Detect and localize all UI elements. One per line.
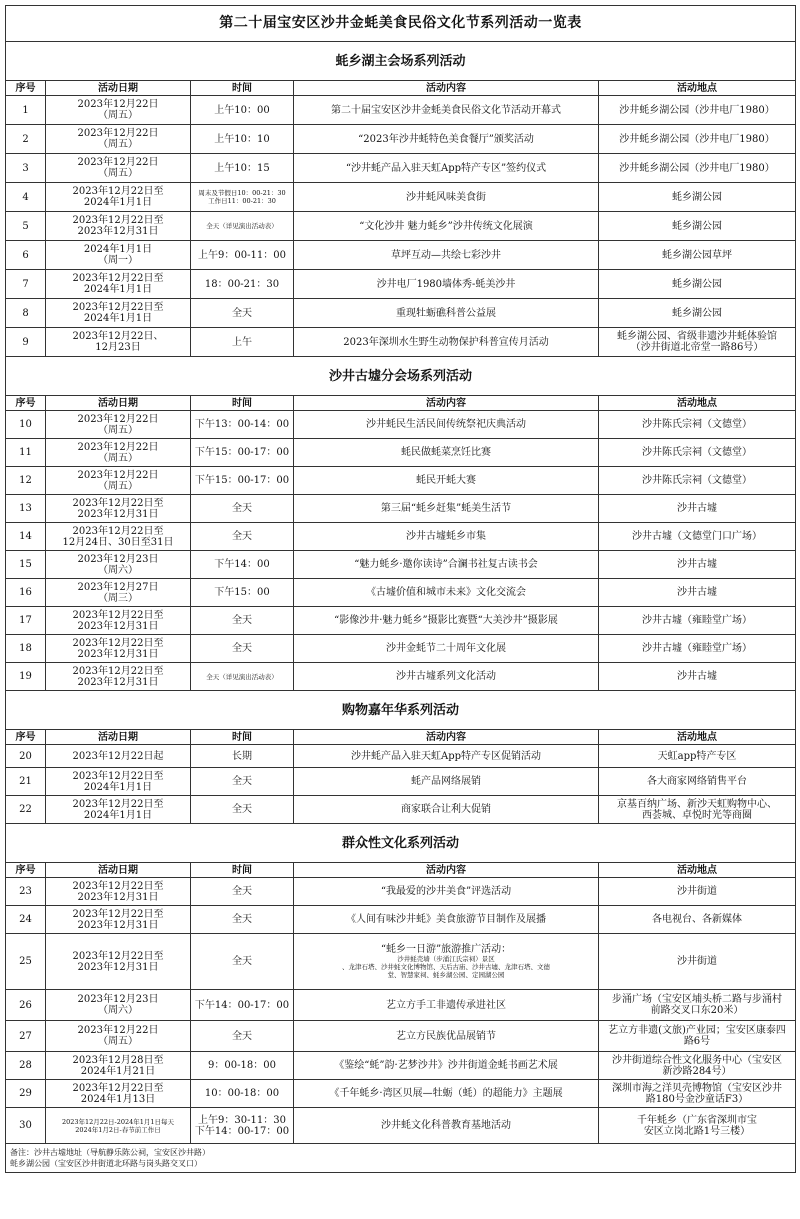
cell-place: 沙井陈氏宗祠（文德堂）: [599, 467, 796, 495]
cell-no: 14: [6, 523, 46, 551]
table-row: [6, 241, 796, 270]
cell-place: 沙井蚝乡湖公园（沙井电厂1980）: [599, 96, 796, 125]
col-date: 活动日期: [46, 81, 191, 96]
cell-content: 《鉴绘“蚝”韵·艺梦沙井》沙井街道金蚝书画艺术展: [294, 1052, 599, 1080]
table-row: [6, 906, 796, 934]
cell-place: 步涌广场（宝安区埔头桥二路与步涌村 前路交叉口东20米）: [599, 990, 796, 1021]
cell-date: 2023年12月22日 （周五）: [46, 125, 191, 154]
table-row: [6, 579, 796, 607]
cell-content: 商家联合让利大促销: [294, 796, 599, 824]
table-row: [6, 551, 796, 579]
cell-place: 沙井古墟: [599, 579, 796, 607]
cell-content: 蚝产品网络展销: [294, 768, 599, 796]
column-header-row: [6, 396, 796, 411]
cell-no: 12: [6, 467, 46, 495]
cell-no: 16: [6, 579, 46, 607]
table-row: [6, 299, 796, 328]
cell-time: 下午14：00-17：00: [191, 990, 294, 1021]
col-content: 活动内容: [294, 81, 599, 96]
cell-content: 沙井蚝文化科普教育基地活动: [294, 1108, 599, 1144]
col-content: 活动内容: [294, 863, 599, 878]
cell-no: 21: [6, 768, 46, 796]
cell-place: 沙井街道: [599, 934, 796, 990]
cell-content: 蚝民开蚝大赛: [294, 467, 599, 495]
cell-no: 7: [6, 270, 46, 299]
cell-date: 2023年12月22日 （周五）: [46, 1021, 191, 1052]
cell-time: 下午15：00: [191, 579, 294, 607]
col-place: 活动地点: [599, 396, 796, 411]
col-date: 活动日期: [46, 730, 191, 745]
cell-content: “我最爱的沙井美食”评选活动: [294, 878, 599, 906]
table-row: [6, 796, 796, 824]
cell-time: 全天: [191, 1021, 294, 1052]
cell-place: 沙井古墟: [599, 663, 796, 691]
col-place: 活动地点: [599, 81, 796, 96]
cell-content: “沙井蚝产品入驻天虹App特产专区”签约仪式: [294, 154, 599, 183]
cell-place: 沙井陈氏宗祠（文德堂）: [599, 439, 796, 467]
cell-time: 9：00-18：00: [191, 1052, 294, 1080]
col-date: 活动日期: [46, 863, 191, 878]
cell-date: 2023年12月22日至 2024年1月13日: [46, 1080, 191, 1108]
cell-content: 《人间有味沙井蚝》美食旅游节目制作及展播: [294, 906, 599, 934]
column-header-row: [6, 863, 796, 878]
table-row: [6, 745, 796, 768]
cell-content: “2023年沙井蚝特色美食餐厅”颁奖活动: [294, 125, 599, 154]
cell-content: “文化沙井 魅力蚝乡”沙井传统文化展演: [294, 212, 599, 241]
table-row: [6, 154, 796, 183]
col-content: 活动内容: [294, 396, 599, 411]
cell-no: 2: [6, 125, 46, 154]
table-row: [6, 934, 796, 990]
cell-content: “魅力蚝乡·邀你读诗”合澜书社复古读书会: [294, 551, 599, 579]
cell-time: 上午9：30-11：30 下午14：00-17：00: [191, 1108, 294, 1144]
table-row: [6, 990, 796, 1021]
cell-time: 18：00-21：30: [191, 270, 294, 299]
table-row: [6, 411, 796, 439]
cell-content: 蚝民做蚝菜烹饪比赛: [294, 439, 599, 467]
cell-date: 2023年12月23日 （周六）: [46, 551, 191, 579]
cell-date: 2023年12月22日至 2023年12月31日: [46, 495, 191, 523]
cell-date: 2023年12月22日 （周五）: [46, 467, 191, 495]
col-no: 序号: [6, 863, 46, 878]
table-row: [6, 1108, 796, 1144]
col-time: 时间: [191, 863, 294, 878]
cell-date: 2023年12月22日至 2024年1月1日: [46, 796, 191, 824]
cell-time: 全天: [191, 906, 294, 934]
col-no: 序号: [6, 730, 46, 745]
cell-date: 2023年12月27日 （周三）: [46, 579, 191, 607]
cell-date: 2023年12月22日 （周五）: [46, 439, 191, 467]
cell-no: 30: [6, 1108, 46, 1144]
cell-content: [294, 934, 599, 990]
col-place: 活动地点: [599, 863, 796, 878]
cell-date: 2023年12月22日-2024年1月1日每天 2024年1月2日-春节前工作日: [46, 1108, 191, 1144]
cell-place: 各电视台、各新媒体: [599, 906, 796, 934]
cell-date: 2023年12月22日至 2024年1月1日: [46, 183, 191, 212]
cell-place: 蚝乡湖公园、省级非遗沙井蚝体验馆 （沙井街道北帝堂一路86号）: [599, 328, 796, 357]
cell-date: 2023年12月22日 （周五）: [46, 411, 191, 439]
section-title: 购物嘉年华系列活动: [6, 691, 796, 730]
content-sub-text: 沙井蚝壳墙（步涌江氏宗祠）景区 、龙津石塔、沙井蚝文化博物馆、天后古庙、沙井古墟、龙津石塔、文德 堂、智慧家祠、蚝乡湖公园、定园湖公园: [342, 955, 550, 979]
cell-place: 沙井街道: [599, 878, 796, 906]
cell-place: 沙井古墟（雍睦堂广场）: [599, 635, 796, 663]
cell-content: 草坪互动—共绘七彩沙井: [294, 241, 599, 270]
table-row: [6, 495, 796, 523]
cell-place: 艺立方非遗(文旅)产业园；宝安区康泰四 路6号: [599, 1021, 796, 1052]
cell-no: 4: [6, 183, 46, 212]
cell-place: 蚝乡湖公园: [599, 183, 796, 212]
col-time: 时间: [191, 396, 294, 411]
cell-time: 全天（详见演出活动表）: [191, 212, 294, 241]
cell-time: 全天: [191, 878, 294, 906]
cell-place: 蚝乡湖公园: [599, 270, 796, 299]
cell-time: 全天: [191, 607, 294, 635]
cell-no: 17: [6, 607, 46, 635]
cell-no: 13: [6, 495, 46, 523]
section-title: 沙井古墟分会场系列活动: [6, 357, 796, 396]
cell-date: 2023年12月22日至 2024年1月1日: [46, 768, 191, 796]
cell-time: 全天: [191, 934, 294, 990]
col-no: 序号: [6, 81, 46, 96]
cell-no: 15: [6, 551, 46, 579]
table-row: [6, 1052, 796, 1080]
cell-date: 2023年12月22日至 12月24日、30日至31日: [46, 523, 191, 551]
cell-date: 2023年12月22日至 2024年1月1日: [46, 299, 191, 328]
cell-no: 24: [6, 906, 46, 934]
cell-place: 千年蚝乡（广东省深圳市宝 安区立岗北路1号三楼）: [599, 1108, 796, 1144]
cell-place: 沙井街道综合性文化服务中心（宝安区 新沙路284号）: [599, 1052, 796, 1080]
cell-time: 全天: [191, 796, 294, 824]
cell-time: 周末及节假日10：00-21：30 工作日11：00-21：30: [191, 183, 294, 212]
cell-content: 艺立方手工非遗传承进社区: [294, 990, 599, 1021]
cell-date: 2023年12月22日至 2023年12月31日: [46, 934, 191, 990]
cell-time: 下午14：00: [191, 551, 294, 579]
table-row: [6, 125, 796, 154]
cell-place: 沙井古墟: [599, 495, 796, 523]
table-title: 第二十届宝安区沙井金蚝美食民俗文化节系列活动一览表: [6, 6, 796, 42]
table-row: [6, 328, 796, 357]
cell-time: 全天（详见演出活动表）: [191, 663, 294, 691]
cell-content: 重现牡蛎礁科普公益展: [294, 299, 599, 328]
cell-no: 25: [6, 934, 46, 990]
cell-date: 2023年12月23日 （周六）: [46, 990, 191, 1021]
cell-time: 下午15：00-17：00: [191, 439, 294, 467]
cell-date: 2023年12月22日至 2023年12月31日: [46, 906, 191, 934]
cell-content: 第二十届宝安区沙井金蚝美食民俗文化节活动开幕式: [294, 96, 599, 125]
cell-place: 蚝乡湖公园: [599, 299, 796, 328]
table-row: [6, 96, 796, 125]
cell-place: 深圳市海之洋贝壳博物馆（宝安区沙井 路180号金沙童话F3）: [599, 1080, 796, 1108]
cell-time: 上午10：10: [191, 125, 294, 154]
col-time: 时间: [191, 81, 294, 96]
cell-place: 沙井陈氏宗祠（文德堂）: [599, 411, 796, 439]
table-row: [6, 183, 796, 212]
cell-place: 沙井古墟: [599, 551, 796, 579]
table-row: [6, 768, 796, 796]
cell-content: 沙井蚝民生活民间传统祭祀庆典活动: [294, 411, 599, 439]
cell-no: 1: [6, 96, 46, 125]
table-row: [6, 1080, 796, 1108]
cell-content: 《千年蚝乡·湾区贝展—牡蛎（蚝）的超能力》主题展: [294, 1080, 599, 1108]
cell-content: 沙井古墟系列文化活动: [294, 663, 599, 691]
cell-date: 2023年12月22日起: [46, 745, 191, 768]
cell-no: 22: [6, 796, 46, 824]
column-header-row: [6, 81, 796, 96]
cell-no: 8: [6, 299, 46, 328]
cell-no: 3: [6, 154, 46, 183]
cell-no: 10: [6, 411, 46, 439]
table-row: [6, 467, 796, 495]
cell-content: 《古墟价值和城市未来》文化交流会: [294, 579, 599, 607]
cell-no: 23: [6, 878, 46, 906]
cell-time: 上午10：15: [191, 154, 294, 183]
cell-content: 沙井金蚝节二十周年文化展: [294, 635, 599, 663]
cell-no: 26: [6, 990, 46, 1021]
cell-place: 各大商家网络销售平台: [599, 768, 796, 796]
cell-date: 2024年1月1日 （周一）: [46, 241, 191, 270]
cell-time: 全天: [191, 635, 294, 663]
cell-place: 沙井蚝乡湖公园（沙井电厂1980）: [599, 154, 796, 183]
cell-no: 29: [6, 1080, 46, 1108]
cell-date: 2023年12月22日、 12月23日: [46, 328, 191, 357]
cell-content: 艺立方民族优品展销节: [294, 1021, 599, 1052]
cell-time: 下午15：00-17：00: [191, 467, 294, 495]
cell-content: 沙井古墟蚝乡市集: [294, 523, 599, 551]
footnote: 备注：沙井古墟地址（导航静乐陈公祠，宝安区沙井路） 蚝乡湖公园（宝安区沙井街道北环路与岗头路交叉口）: [6, 1144, 796, 1173]
cell-content: 沙井电厂1980墙体秀-蚝美沙井: [294, 270, 599, 299]
col-place: 活动地点: [599, 730, 796, 745]
col-date: 活动日期: [46, 396, 191, 411]
cell-no: 6: [6, 241, 46, 270]
cell-place: 沙井古墟（文德堂门口广场）: [599, 523, 796, 551]
table-row: [6, 635, 796, 663]
cell-no: 11: [6, 439, 46, 467]
table-row: [6, 439, 796, 467]
col-content: 活动内容: [294, 730, 599, 745]
cell-no: 20: [6, 745, 46, 768]
table-row: [6, 878, 796, 906]
activity-table-sheet: [5, 5, 795, 1173]
cell-no: 5: [6, 212, 46, 241]
cell-content: 沙井蚝风味美食街: [294, 183, 599, 212]
cell-no: 9: [6, 328, 46, 357]
cell-date: 2023年12月22日 （周五）: [46, 96, 191, 125]
content-main-text: “蚝乡一日游”旅游推广活动：: [380, 944, 512, 955]
cell-time: 上午: [191, 328, 294, 357]
activity-table: [5, 5, 796, 1173]
cell-content: 2023年深圳水生野生动物保护科普宣传月活动: [294, 328, 599, 357]
table-row: [6, 607, 796, 635]
cell-date: 2023年12月28日至 2024年1月21日: [46, 1052, 191, 1080]
section-title: 蚝乡湖主会场系列活动: [6, 42, 796, 81]
table-row: [6, 1021, 796, 1052]
cell-no: 19: [6, 663, 46, 691]
cell-date: 2023年12月22日至 2023年12月31日: [46, 212, 191, 241]
cell-time: 长期: [191, 745, 294, 768]
cell-time: 全天: [191, 299, 294, 328]
cell-content: 第三届“蚝乡赶集”蚝美生活节: [294, 495, 599, 523]
cell-place: 天虹app特产专区: [599, 745, 796, 768]
cell-content: “影像沙井·魅力蚝乡”摄影比赛暨“大美沙井”摄影展: [294, 607, 599, 635]
cell-place: 沙井古墟（雍睦堂广场）: [599, 607, 796, 635]
cell-date: 2023年12月22日至 2023年12月31日: [46, 635, 191, 663]
table-row: [6, 523, 796, 551]
cell-date: 2023年12月22日至 2023年12月31日: [46, 607, 191, 635]
cell-date: 2023年12月22日至 2023年12月31日: [46, 878, 191, 906]
cell-time: 全天: [191, 523, 294, 551]
cell-content: 沙井蚝产品入驻天虹App特产专区促销活动: [294, 745, 599, 768]
table-row: [6, 663, 796, 691]
column-header-row: [6, 730, 796, 745]
section-title: 群众性文化系列活动: [6, 824, 796, 863]
cell-time: 上午10：00: [191, 96, 294, 125]
cell-time: 10：00-18：00: [191, 1080, 294, 1108]
cell-time: 全天: [191, 495, 294, 523]
cell-place: 蚝乡湖公园: [599, 212, 796, 241]
cell-place: 蚝乡湖公园草坪: [599, 241, 796, 270]
col-time: 时间: [191, 730, 294, 745]
cell-place: 沙井蚝乡湖公园（沙井电厂1980）: [599, 125, 796, 154]
cell-date: 2023年12月22日 （周五）: [46, 154, 191, 183]
cell-time: 全天: [191, 768, 294, 796]
table-row: [6, 212, 796, 241]
cell-date: 2023年12月22日至 2023年12月31日: [46, 663, 191, 691]
cell-date: 2023年12月22日至 2024年1月1日: [46, 270, 191, 299]
cell-no: 18: [6, 635, 46, 663]
table-row: [6, 270, 796, 299]
cell-time: 下午13：00-14：00: [191, 411, 294, 439]
cell-no: 27: [6, 1021, 46, 1052]
col-no: 序号: [6, 396, 46, 411]
cell-place: 京基百纳广场、新沙天虹购物中心、 西荟城、卓悦时光等商圈: [599, 796, 796, 824]
cell-time: 上午9：00-11：00: [191, 241, 294, 270]
cell-no: 28: [6, 1052, 46, 1080]
